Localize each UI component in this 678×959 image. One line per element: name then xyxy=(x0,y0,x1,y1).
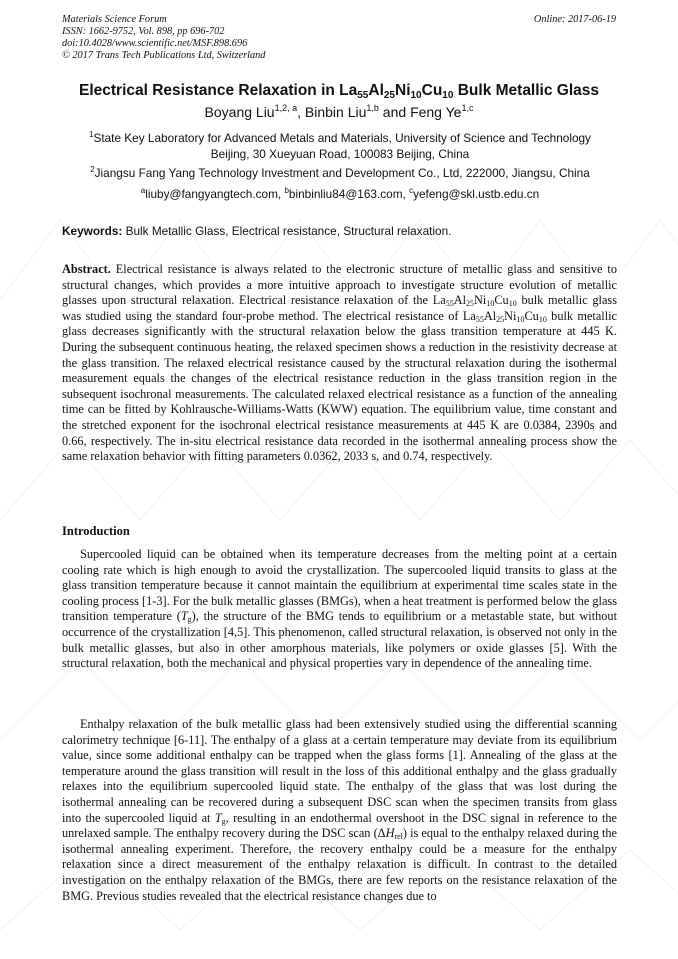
formula-element: Cu xyxy=(524,308,539,323)
author-list xyxy=(0,104,678,121)
symbol-T: T xyxy=(180,609,188,624)
affiliation-text: Beijing, 30 Xueyuan Road, 100083 Beijing, China xyxy=(210,146,470,161)
title-subscript: 10 xyxy=(442,90,454,101)
journal-name: Materials Science Forum xyxy=(62,14,167,25)
email-mark: b xyxy=(284,186,289,195)
formula-element: Al xyxy=(483,308,497,323)
symbol-subscript: rel xyxy=(394,832,403,842)
affiliation-mark: 2 xyxy=(90,165,95,174)
email-mark: c xyxy=(409,186,414,195)
title-text: Bulk Metallic Glass xyxy=(453,82,600,99)
abstract-text: bulk metallic glass decreases significantly with the structural relaxation below the glass transition temperature at 445 K. During the subsequent continuous heating, the relaxed specimen shows a reduction in the resistivity decrease at the glass transition. The relaxed electrical resistance caused by the structural relaxation during the isothermal measurement equals the changes of the electrical resistance reduction in the glass transition region in the subsequent isochronal measurements. The calculated relaxed electrical resistance as a function of the annealing time can be fitted by Kohlrausche-Williams-Watts (KWW) equation. The equilibrium value, time constant and the stretched exponent for the isochronal electrical resistance measurements at 445 K are 0.0384, 2390s and 0.66, respectively. The in-situ electrical resistance data recorded in the isothermal annealing process show the same relaxation behavior with fitting parameters 0.0362, 2033 s, and 0.74, respectively. xyxy=(62,308,617,464)
title-text: Electrical Resistance Relaxation in La xyxy=(78,82,358,99)
formula-element: Cu xyxy=(494,293,509,308)
paragraph-text: ), the structure of the BMG tends to equilibrium or a metastable state, but without occurrence of the crystallization [4,5]. This phenomenon, called structural relaxation, is observed not only in the bulk metallic glasses, but also in other amorphous materials, like polymers or oxide glasses [5]. With the structural relaxation, both the mechanical and physical properties vary in dependence of the annealing time. xyxy=(62,609,617,671)
author-name: Binbin Liu xyxy=(304,104,367,120)
symbol-subscript: g xyxy=(187,615,192,625)
formula-subscript: 55 xyxy=(475,314,484,324)
formula-subscript: 10 xyxy=(508,299,517,309)
affiliation-2 xyxy=(60,166,620,182)
affiliation-text: State Key Laboratory for Advanced Metals and Materials, University of Science and Technology xyxy=(93,131,591,145)
abstract xyxy=(62,262,617,465)
symbol-T: T xyxy=(214,810,222,825)
author-affiliation-mark: 1,2, a xyxy=(274,103,298,113)
doi-line[interactable]: doi:10.4028/www.scientific.net/MSF.898.696 xyxy=(62,38,248,49)
title-text: Al xyxy=(368,82,384,99)
symbol-subscript: g xyxy=(221,816,226,826)
journal-info xyxy=(62,14,265,62)
copyright-line: © 2017 Trans Tech Publications Ltd, Switzerland xyxy=(62,50,266,61)
paragraph-text: Supercooled liquid can be obtained when its temperature decreases from the melting point at a certain cooling rate which is high enough to avoid the crystallization. The supercooled liquid transits to glass at the glass transition temperature because it cannot maintain the equilibrium at experimental time scales state in the cooling process [1-3]. For the bulk metallic glasses (BMGs), when a heat treatment is performed below the glass transition temperature ( xyxy=(62,547,617,624)
formula-subscript: 10 xyxy=(486,299,495,309)
abstract-text: Electrical resistance is always related to the electronic structure of metallic glass and sensitive to structural changes, which provides a more intuitive approach to investigate structure evolution of metallic glasses upon structural relaxation. Electrical resistance relaxation of the La xyxy=(62,262,617,308)
title-text: Ni xyxy=(395,82,411,99)
author-emails xyxy=(60,187,620,203)
title-subscript: 55 xyxy=(357,90,369,101)
author-name: Feng Ye xyxy=(410,104,462,120)
formula-subscript: 25 xyxy=(496,314,505,324)
author-separator: and xyxy=(378,104,411,120)
title-subscript: 25 xyxy=(383,90,395,101)
formula-element: Ni xyxy=(504,308,517,323)
formula-subscript: 25 xyxy=(466,299,475,309)
formula-subscript: 55 xyxy=(445,299,454,309)
keywords-text: Bulk Metallic Glass, Electrical resistance, Structural relaxation. xyxy=(122,224,452,238)
author-separator: , xyxy=(297,104,305,120)
intro-paragraph-2 xyxy=(62,717,617,904)
online-date: Online: 2017-06-19 xyxy=(533,14,616,25)
paragraph-text: ) is equal to the enthalpy relaxed during the isothermal annealing experiment. Therefore, the recovery enthalpy could be a measure for the enthalpy relaxation since a direct measurement of the enthalpy relaxation is difficult. In contrast to the detailed investigation on the enthalpy relaxation of the BMGs, there are few reports on the resistance relaxation of the BMG. Previous studies revealed that the electrical resistance changes due to xyxy=(62,826,617,903)
email-link[interactable]: yefeng@skl.ustb.edu.cn xyxy=(413,187,540,201)
affiliation-1 xyxy=(60,131,620,162)
symbol-H: H xyxy=(385,826,395,841)
affiliation-mark: 1 xyxy=(89,130,94,139)
formula-subscript: 10 xyxy=(538,314,547,324)
keywords-label: Keywords: xyxy=(62,224,123,238)
paper-title xyxy=(0,82,678,100)
issn-line: ISSN: 1662-9752, Vol. 898, pp 696-702 xyxy=(62,26,225,37)
paragraph-text: Enthalpy relaxation of the bulk metallic glass had been extensively studied using the differential scanning calorimetry technique [6-11]. The enthalpy of a glass at a certain temperature may deviate from its equilibrium value, since some additional enthalpy can be trapped when the glass forms [1]. Annealing of the glass at the temperature around the glass transition will result in the loss of this additional enthalpy and the glass gradually relaxes into the equilibrium supercooled liquid state. The enthalpy of the glass that was lost during the isothermal annealing can be recovered during a subsequent DSC scan when the specimen transits from glass into the supercooled liquid at xyxy=(62,717,617,825)
title-subscript: 10 xyxy=(410,90,422,101)
paragraph-text: , resulting in an endothermal overshoot in the DSC signal in reference to the unrelaxed sample. The enthalpy recovery during the DSC scan (Δ xyxy=(62,810,617,841)
author-affiliation-mark: 1,c xyxy=(461,103,474,113)
author-affiliation-mark: 1,b xyxy=(366,103,379,113)
section-heading-introduction: Introduction xyxy=(62,524,130,538)
email-link[interactable]: binbinliu84@163.com, xyxy=(288,187,410,201)
email-mark: a xyxy=(140,186,146,195)
affiliation-text: Jiangsu Fang Yang Technology Investment and Development Co., Ltd, 222000, Jiangsu, China xyxy=(94,166,590,180)
formula-subscript: 10 xyxy=(516,314,525,324)
abstract-text: bulk metallic glass was studied using the standard four-probe method. The electrical resistance of La xyxy=(62,293,617,323)
formula-element: Al xyxy=(453,293,467,308)
email-link[interactable]: liuby@fangyangtech.com, xyxy=(145,187,285,201)
intro-paragraph-1 xyxy=(62,547,617,672)
author-name: Boyang Liu xyxy=(204,104,275,120)
keywords xyxy=(62,224,617,239)
formula-element: Ni xyxy=(474,293,487,308)
abstract-label: Abstract. xyxy=(62,262,111,276)
title-text: Cu xyxy=(421,82,443,99)
